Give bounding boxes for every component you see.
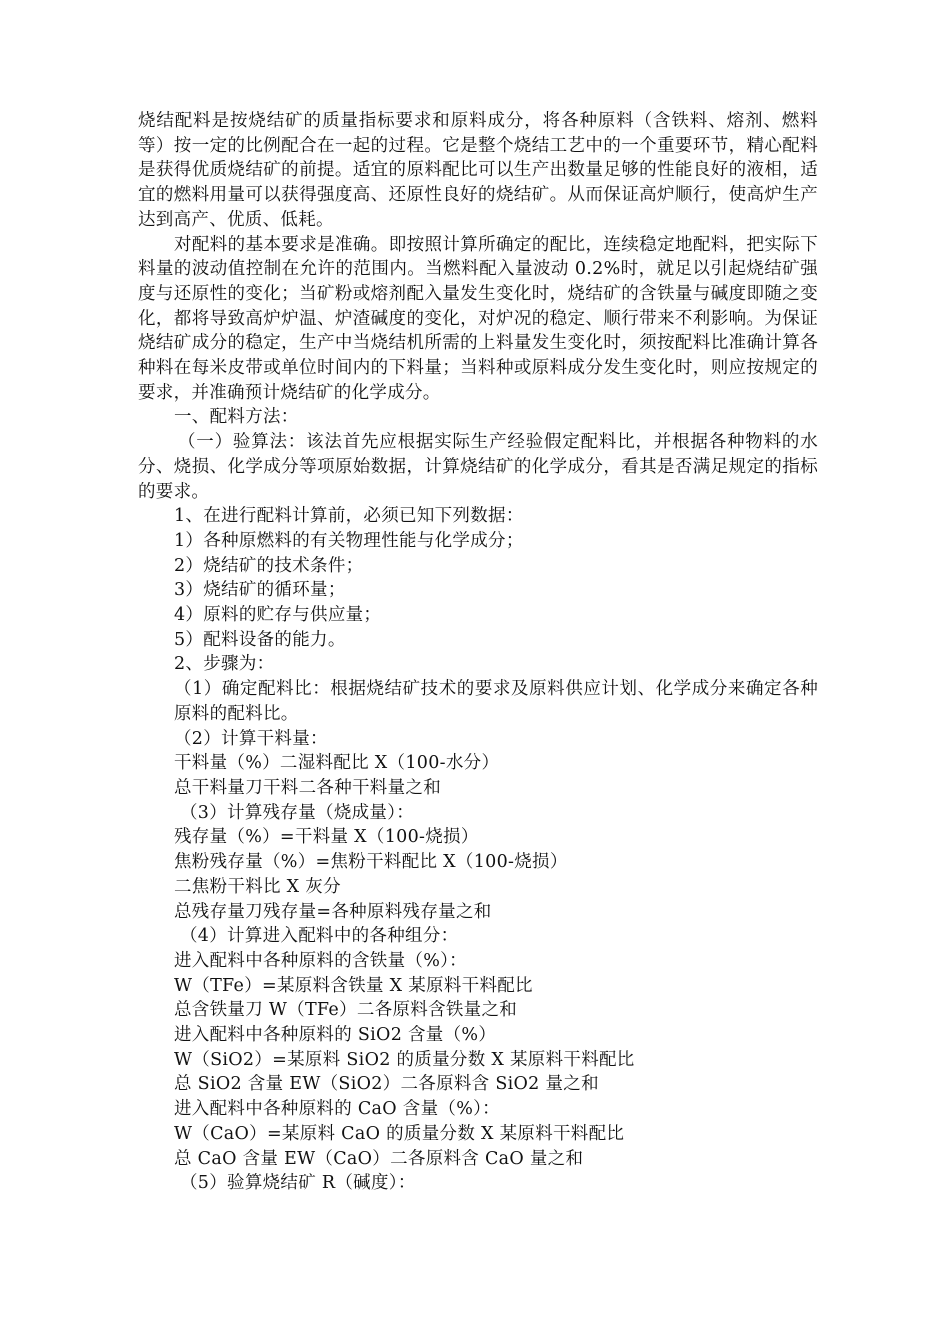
list-item: 4）原料的贮存与供应量； (174, 605, 382, 626)
list-item: 2）烧结矿的技术条件； (174, 555, 364, 576)
formula-line: 总残存量刀残存量=各种原料残存量之和 (174, 901, 492, 922)
list-item: 1）各种原燃料的有关物理性能与化学成分； (174, 530, 524, 551)
list-item: 3）烧结矿的循环量； (174, 580, 346, 601)
step-paragraph: （1）确定配料比：根据烧结矿技术的要求及原料供应计划、化学成分来确定各种原料的配料比。 (174, 679, 818, 724)
formula-line: 残存量（%）=干料量 X（100-烧损） (174, 827, 479, 848)
method-paragraph: （一）验算法：该法首先应根据实际生产经验假定配料比，并根据各种物料的水分、烧损、化学成分等项原始数据，计算烧结矿的化学成分，看其是否满足规定的指标的要求。 (138, 432, 818, 502)
document-page (138, 109, 818, 1196)
section-heading: 一、配料方法： (174, 407, 299, 428)
intro-paragraph: 烧结配料是按烧结矿的质量指标要求和原料成分，将各种原料（含铁料、熔剂、燃料等）按一定的比例配合在一起的过程。它是整个烧结工艺中的一个重要环节，精心配料是获得优质烧结矿的前提。适宜的原料配比可以生产出数量足够的性能良好的液相，适宜的燃料用量可以获得强度高、还原性良好的烧结矿。从而保证高炉顺行，使高炉生产达到高产、优质、低耗。 (138, 111, 818, 230)
formula-line: 总含铁量刀 W（TFe）二各原料含铁量之和 (174, 1000, 518, 1021)
formula-line: 总 CaO 含量 EW（CaO）二各原料含 CaO 量之和 (174, 1148, 584, 1169)
step-heading: （4）计算进入配料中的各种组分： (180, 926, 459, 947)
formula-line: 二焦粉干料比 X 灰分 (174, 876, 341, 897)
item-heading: 1、在进行配料计算前，必须已知下列数据： (174, 506, 524, 527)
list-item: 5）配料设备的能力。 (174, 629, 346, 650)
step-heading: （3）计算残存量（烧成量）： (180, 802, 415, 823)
step-heading: （5）验算烧结矿 R（碱度）： (180, 1173, 416, 1194)
formula-line: W（TFe）=某原料含铁量 X 某原料干料配比 (174, 975, 533, 996)
formula-line: 进入配料中各种原料的含铁量（%）： (174, 950, 467, 971)
formula-line: 干料量（%）二湿料配比 X（100-水分） (174, 753, 500, 774)
formula-line: 进入配料中各种原料的 SiO2 含量（%） (174, 1025, 497, 1046)
formula-line: 焦粉残存量（%）=焦粉干料配比 X（100-烧损） (174, 852, 568, 873)
formula-line: W（CaO）=某原料 CaO 的质量分数 X 某原料干料配比 (174, 1123, 625, 1144)
step-heading: （2）计算干料量： (174, 728, 328, 749)
formula-line: 进入配料中各种原料的 CaO 含量（%）： (174, 1099, 500, 1120)
formula-line: 总干料量刀干料二各种干料量之和 (174, 777, 441, 798)
item-heading: 2、步骤为： (174, 654, 275, 675)
requirements-paragraph: 对配料的基本要求是准确。即按照计算所确定的配比，连续稳定地配料，把实际下料量的波动值控制在允许的范围内。当燃料配入量波动 0.2%时，就足以引起烧结矿强度与还原性的变化；当矿粉或熔剂配入量发生变化时，烧结矿的含铁量与碱度即随之变化，都将导致高炉炉温、炉渣碱度的变化，对炉况的稳定、顺行带来不利影响。为保证烧结矿成分的稳定，生产中当烧结机所需的上料量发生变化时，须按配料比准确计算各种料在每米皮带或单位时间内的下料量；当料种或原料成分发生变化时，则应按规定的要求，并准确预计烧结矿的化学成分。 (138, 234, 818, 403)
formula-line: W（SiO2）=某原料 SiO2 的质量分数 X 某原料干料配比 (174, 1049, 635, 1070)
formula-line: 总 SiO2 含量 EW（SiO2）二各原料含 SiO2 量之和 (174, 1074, 599, 1095)
